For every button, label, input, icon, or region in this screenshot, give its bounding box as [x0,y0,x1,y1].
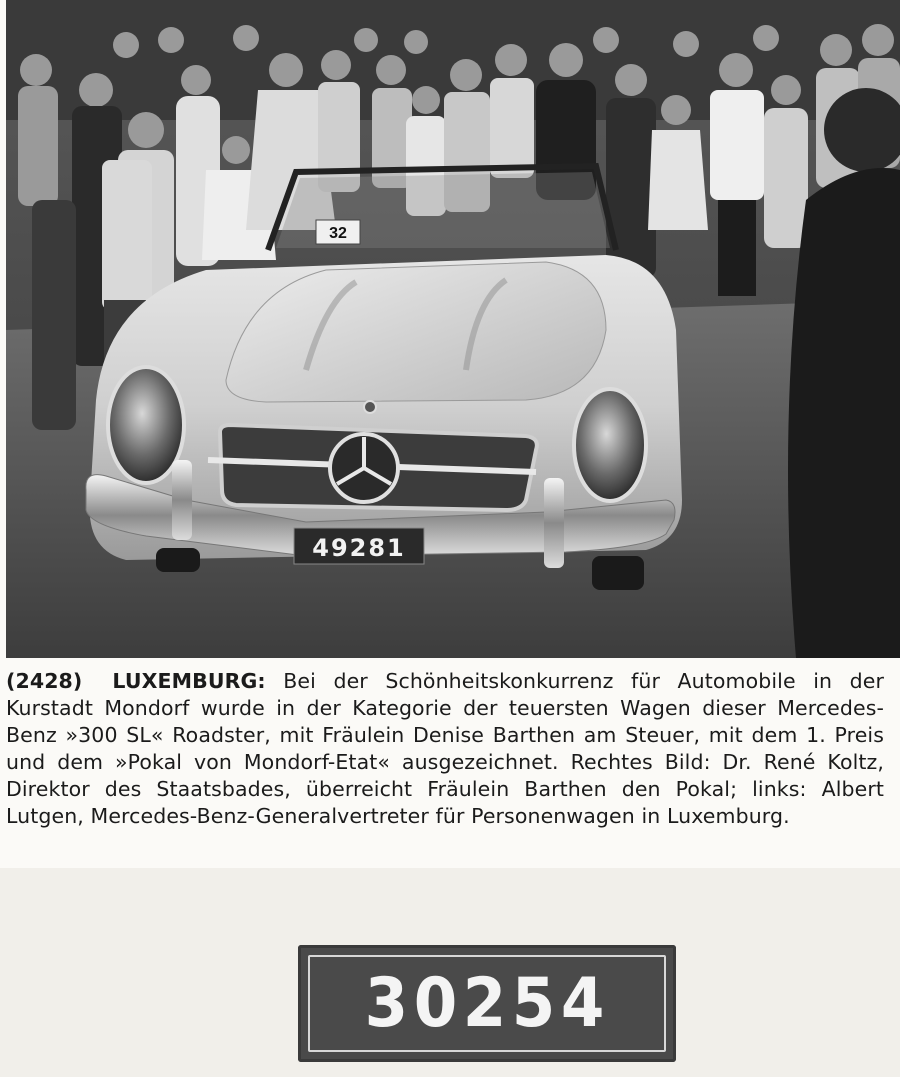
photo-caption [6,668,884,830]
license-plate [298,945,676,1062]
caption-number: (2428) [6,669,83,693]
windshield-number: 32 [329,225,347,242]
photo-illustration [6,0,900,658]
caption-text: Bei der Schönheitskonkurrenz für Automobile in der Kurstadt Mondorf wurde in der Kategorie der teuersten Wagen dieser Mercedes-Benz »300 SL« Roadster, mit Fräulein Denise Barthen am Steuer, mit dem 1. Preis und dem »Pokal von Mondorf-Etat« ausgezeichnet. Rechtes Bild: Dr. René Koltz, Direktor des Staatsbades, überreicht Fräulein Barthen den Pokal; links: Albert Lutgen, Mercedes-Benz-Generalvertreter für Personenwagen in Luxemburg. [6,669,884,828]
license-plate-number: 30254 [364,963,610,1043]
photo-mercedes-300sl-roadster [6,0,900,658]
car-plate-number: 49281 [312,534,406,562]
right-headlight [574,389,646,501]
hood-emblem [364,401,376,413]
mercedes-star-icon [330,434,398,502]
caption-location: LUXEMBURG: [112,669,266,693]
license-plate-border [308,955,666,1052]
